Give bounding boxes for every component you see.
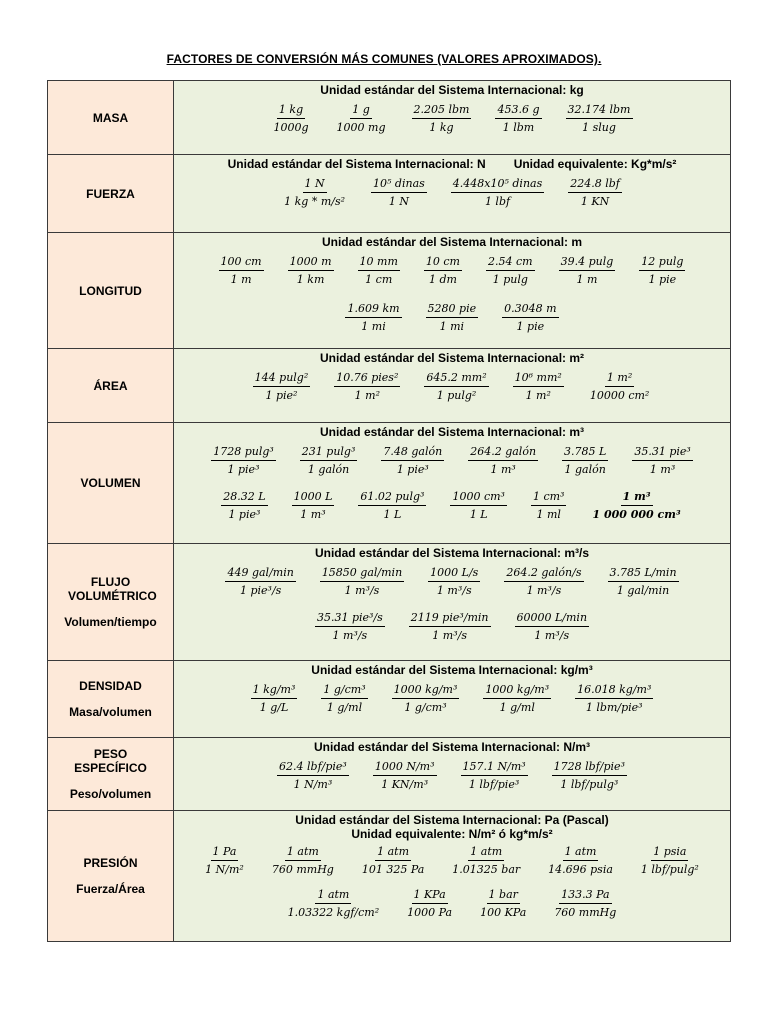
numerator: 7.48 galón [381, 445, 444, 461]
numerator: 224.8 lbf [568, 177, 622, 193]
conversion-cell [174, 155, 731, 233]
denominator: 1 gal/min [616, 584, 670, 597]
denominator: 1 kg [429, 121, 454, 134]
conversion-factor [451, 177, 544, 208]
numerator: 1 KPa [412, 888, 448, 904]
numerator: 1 atm [468, 845, 504, 861]
conversion-factor [335, 103, 388, 134]
numerator: 60000 L/min [515, 611, 590, 627]
conversion-cell [174, 811, 731, 942]
category-label: MASA [92, 110, 129, 125]
numerator: 133.3 Pa [559, 888, 611, 904]
si-unit-text: Unidad estándar del Sistema Internacional: m² [319, 351, 585, 365]
table-row [48, 423, 731, 544]
denominator: 1 cm [365, 273, 393, 286]
denominator: 1 g/cm³ [404, 701, 447, 714]
conversion-factor [450, 845, 522, 876]
fraction-row [174, 760, 730, 791]
denominator: 1 m³/s [332, 629, 368, 642]
numerator: 3.785 L/min [608, 566, 679, 582]
conversion-factor [221, 490, 267, 521]
numerator: 4.448x10⁵ dinas [451, 177, 544, 193]
conversion-factor [409, 611, 491, 642]
numerator: 10⁶ mm² [513, 371, 564, 387]
numerator: 15850 gal/min [320, 566, 404, 582]
conversion-factor [371, 177, 427, 208]
numerator: 231 pulg³ [300, 445, 358, 461]
numerator: 10 mm [358, 255, 400, 271]
unit-header [174, 351, 730, 365]
denominator: 101 325 Pa [361, 863, 425, 876]
conversion-factor [424, 371, 488, 402]
conversion-cell [174, 349, 731, 423]
unit-header [174, 83, 730, 97]
denominator: 760 mmHg [554, 906, 617, 919]
denominator: 1 KN/m³ [381, 778, 429, 791]
numerator: 453.6 g [495, 103, 541, 119]
conversion-factor [568, 177, 622, 208]
denominator: 1 m² [525, 389, 551, 402]
conversion-factor [277, 760, 349, 791]
conversion-factor [575, 683, 653, 714]
conversion-factor [412, 103, 472, 134]
si-unit-text: Unidad estándar del Sistema Internacional: N [227, 157, 486, 171]
numerator: 1 g/cm³ [321, 683, 367, 699]
conversion-factor [608, 566, 679, 597]
conversion-factor [504, 566, 583, 597]
category-sublabel: Fuerza/Área [76, 882, 145, 896]
denominator: 1 pulg² [436, 389, 477, 402]
conversion-factor [590, 490, 682, 521]
denominator: 1 lbf [484, 195, 511, 208]
category-label: ÁREA [93, 378, 128, 393]
denominator: 1 lbm [502, 121, 535, 134]
conversion-factor [381, 445, 444, 476]
conversion-factor [588, 371, 652, 402]
fraction-row [174, 103, 730, 134]
numerator: 1 m³ [621, 490, 653, 506]
numerator: 16.018 kg/m³ [575, 683, 653, 699]
table-row [48, 661, 731, 738]
numerator: 1 atm [375, 845, 411, 861]
conversion-factor [225, 566, 295, 597]
conversion-factor [203, 845, 246, 876]
conversion-factor [546, 845, 615, 876]
conversion-factor [358, 255, 400, 286]
denominator: 1 lbf/pie³ [468, 778, 520, 791]
conversion-factor [531, 490, 567, 521]
category-cell [48, 423, 174, 544]
denominator: 1 m³/s [436, 584, 472, 597]
numerator: 100 cm [219, 255, 264, 271]
category-cell [48, 81, 174, 155]
page-title: FACTORES DE CONVERSIÓN MÁS COMUNES (VALORES APROXIMADOS). [166, 52, 602, 66]
denominator: 1 pie² [265, 389, 298, 402]
denominator: 1 lbf/pulg³ [560, 778, 619, 791]
conversion-factor [211, 445, 276, 476]
denominator: 760 mmHg [271, 863, 334, 876]
denominator: 1 m³/s [344, 584, 380, 597]
denominator: 100 KPa [480, 906, 527, 919]
denominator: 1 N [388, 195, 409, 208]
denominator: 1.01325 bar [452, 863, 521, 876]
table-row [48, 811, 731, 942]
denominator: 1000g [273, 121, 309, 134]
category-cell [48, 233, 174, 349]
numerator: 1 atm [563, 845, 599, 861]
denominator: 1 g/ml [499, 701, 535, 714]
conversion-factor [286, 888, 381, 919]
numerator: 1 kg [277, 103, 305, 119]
denominator: 1 g/ml [326, 701, 363, 714]
numerator: 1 atm [285, 845, 321, 861]
fraction-row [174, 683, 730, 714]
numerator: 157.1 N/m³ [461, 760, 528, 776]
denominator: 1 m³/s [534, 629, 570, 642]
denominator: 1 pie³ [227, 463, 260, 476]
conversion-factor [373, 760, 437, 791]
numerator: 1 atm [315, 888, 351, 904]
unit-header [174, 813, 730, 827]
denominator: 1.03322 kgf/cm² [287, 906, 380, 919]
conversion-factor [321, 683, 367, 714]
denominator: 10000 cm² [589, 389, 650, 402]
denominator: 1 m³ [300, 508, 326, 521]
numerator: 144 pulg² [253, 371, 311, 387]
numerator: 1000 L/s [428, 566, 480, 582]
conversion-factor [552, 888, 618, 919]
numerator: 2.205 lbm [412, 103, 472, 119]
denominator: 1 m³/s [526, 584, 562, 597]
fraction-row [174, 490, 730, 521]
conversion-cell [174, 738, 731, 811]
denominator: 1 m² [354, 389, 380, 402]
category-label: VOLUMEN [80, 476, 141, 490]
denominator: 1 ml [536, 508, 561, 521]
si-unit-text: Unidad estándar del Sistema Internacional: m³ [319, 425, 585, 439]
fraction-row [174, 302, 730, 333]
conversion-factor [552, 760, 627, 791]
numerator: 61.02 pulg³ [358, 490, 426, 506]
numerator: 1000 L [292, 490, 335, 506]
conversion-table [47, 80, 731, 942]
conversion-factor [461, 760, 528, 791]
numerator: 1000 cm³ [450, 490, 507, 506]
numerator: 1 N [303, 177, 327, 193]
category-label: FUERZA [86, 186, 135, 201]
numerator: 1728 lbf/pie³ [552, 760, 627, 776]
conversion-factor [559, 255, 616, 286]
denominator: 1 pie³/s [239, 584, 282, 597]
denominator: 1 g/L [259, 701, 289, 714]
denominator: 1 kg * m/s² [284, 195, 346, 208]
numerator: 2119 pie³/min [409, 611, 491, 627]
conversion-factor [562, 445, 608, 476]
table-row [48, 155, 731, 233]
fraction-row [174, 566, 730, 597]
numerator: 5280 pie [426, 302, 479, 318]
category-label: PRESIÓN [83, 856, 138, 870]
conversion-factor [271, 103, 310, 134]
conversion-factor [405, 888, 454, 919]
unit-header [174, 157, 730, 171]
fraction-row [174, 845, 730, 876]
equivalent-unit-text: Unidad equivalente: N/m² ó kg*m/s² [351, 827, 553, 841]
conversion-factor [513, 371, 564, 402]
denominator: 1 mi [439, 320, 465, 333]
unit-header [174, 546, 730, 560]
numerator: 1 Pa [211, 845, 239, 861]
numerator: 1.609 km [345, 302, 401, 318]
denominator: 1 m [576, 273, 598, 286]
table-row [48, 81, 731, 155]
denominator: 1 dm [428, 273, 457, 286]
equivalent-unit-text: Unidad equivalente: Kg*m/s² [513, 157, 677, 171]
numerator: 1 kg/m³ [251, 683, 298, 699]
numerator: 3.785 L [562, 445, 608, 461]
numerator: 10⁵ dinas [371, 177, 427, 193]
conversion-factor [566, 103, 633, 134]
denominator: 1 m³ [490, 463, 516, 476]
denominator: 1 N/m³ [293, 778, 333, 791]
conversion-factor [292, 490, 335, 521]
fraction-row [174, 255, 730, 286]
category-sublabel: Peso/volumen [69, 787, 152, 801]
conversion-factor [428, 566, 480, 597]
numerator: 1000 m [288, 255, 334, 271]
denominator: 1 lbf/pulg² [640, 863, 699, 876]
category-sublabel: Masa/volumen [69, 705, 152, 719]
table-row [48, 544, 731, 661]
unit-header [174, 235, 730, 249]
conversion-factor [219, 255, 264, 286]
unit-header [174, 425, 730, 439]
denominator: 1 pulg [492, 273, 528, 286]
fraction-row [174, 445, 730, 476]
conversion-factor [632, 445, 692, 476]
conversion-factor [300, 445, 358, 476]
conversion-factor [345, 302, 401, 333]
numerator: 28.32 L [221, 490, 267, 506]
numerator: 449 gal/min [225, 566, 295, 582]
conversion-factor [251, 683, 298, 714]
conversion-factor [468, 445, 538, 476]
si-unit-text: Unidad estándar del Sistema Internacional: kg [320, 83, 584, 97]
denominator: 1000 mg [336, 121, 386, 134]
conversion-factor [392, 683, 460, 714]
category-cell [48, 155, 174, 233]
denominator: 14.696 psia [548, 863, 613, 876]
denominator: 1 galón [564, 463, 606, 476]
category-label: FLUJO VOLUMÉTRICO [68, 575, 157, 603]
denominator: 1 m³ [649, 463, 676, 476]
numerator: 264.2 galón/s [504, 566, 583, 582]
numerator: 1000 kg/m³ [483, 683, 551, 699]
category-cell [48, 738, 174, 811]
conversion-factor [315, 611, 385, 642]
denominator: 1 N/m² [205, 863, 244, 876]
conversion-factor [639, 845, 701, 876]
conversion-factor [334, 371, 400, 402]
numerator: 2.54 cm [486, 255, 535, 271]
numerator: 1000 kg/m³ [392, 683, 460, 699]
fraction-row [174, 888, 730, 919]
category-sublabel: Volumen/tiempo [64, 615, 157, 629]
conversion-factor [320, 566, 404, 597]
fraction-row [174, 611, 730, 642]
conversion-factor [358, 490, 426, 521]
unit-header [174, 740, 730, 754]
numerator: 1000 N/m³ [373, 760, 437, 776]
conversion-factor [270, 845, 336, 876]
denominator: 1 m [230, 273, 252, 286]
numerator: 35.31 pie³/s [315, 611, 385, 627]
numerator: 264.2 galón [468, 445, 538, 461]
denominator: 1000 Pa [407, 906, 453, 919]
conversion-factor [502, 302, 558, 333]
numerator: 62.4 lbf/pie³ [277, 760, 349, 776]
conversion-cell [174, 81, 731, 155]
conversion-cell [174, 233, 731, 349]
denominator: 1 L [469, 508, 488, 521]
numerator: 1 psia [651, 845, 688, 861]
conversion-factor [424, 255, 462, 286]
unit-header [174, 663, 730, 677]
si-unit-text: Unidad estándar del Sistema Internacional: kg/m³ [311, 663, 593, 677]
fraction-row [174, 371, 730, 402]
conversion-factor [253, 371, 311, 402]
table-row [48, 738, 731, 811]
numerator: 1728 pulg³ [211, 445, 276, 461]
fraction-row [174, 177, 730, 208]
denominator: 1 slug [582, 121, 616, 134]
category-label: DENSIDAD [79, 679, 142, 693]
table-row [48, 233, 731, 349]
category-label: PESO ESPECÍFICO [74, 747, 147, 775]
category-cell [48, 349, 174, 423]
denominator: 1 m³/s [432, 629, 467, 642]
table-row [48, 349, 731, 423]
conversion-factor [515, 611, 590, 642]
numerator: 10 cm [424, 255, 462, 271]
numerator: 1 bar [487, 888, 520, 904]
conversion-factor [426, 302, 479, 333]
numerator: 1 g [350, 103, 372, 119]
si-unit-text: Unidad estándar del Sistema Internacional: Pa (Pascal) [295, 813, 609, 827]
conversion-factor [360, 845, 426, 876]
conversion-factor [282, 177, 347, 208]
denominator: 1 000 000 cm³ [592, 508, 681, 521]
denominator: 1 pie³ [228, 508, 261, 521]
category-cell [48, 811, 174, 942]
numerator: 12 pulg [639, 255, 685, 271]
denominator: 1 mi [361, 320, 386, 333]
denominator: 1 km [296, 273, 325, 286]
numerator: 1 cm³ [531, 490, 567, 506]
conversion-cell [174, 661, 731, 738]
category-cell [48, 661, 174, 738]
denominator: 1 lbm/pie³ [585, 701, 643, 714]
denominator: 1 pie³ [396, 463, 429, 476]
numerator: 1 m² [605, 371, 634, 387]
denominator: 1 pie [516, 320, 545, 333]
denominator: 1 pie [648, 273, 677, 286]
si-unit-text: Unidad estándar del Sistema Internacional: m [321, 235, 583, 249]
denominator: 1 galón [307, 463, 350, 476]
si-unit-text: Unidad estándar del Sistema Internacional: N/m³ [313, 740, 591, 754]
numerator: 10.76 pies² [334, 371, 400, 387]
numerator: 0.3048 m [502, 302, 558, 318]
conversion-factor [495, 103, 541, 134]
conversion-factor [639, 255, 685, 286]
category-cell [48, 544, 174, 661]
conversion-cell [174, 423, 731, 544]
numerator: 32.174 lbm [566, 103, 633, 119]
conversion-factor [483, 683, 551, 714]
numerator: 39.4 pulg [559, 255, 616, 271]
numerator: 645.2 mm² [424, 371, 488, 387]
si-unit-text: Unidad estándar del Sistema Internacional: m³/s [314, 546, 590, 560]
conversion-factor [486, 255, 535, 286]
denominator: 1 L [383, 508, 402, 521]
denominator: 1 KN [580, 195, 610, 208]
conversion-factor [288, 255, 334, 286]
numerator: 35.31 pie³ [632, 445, 692, 461]
conversion-cell [174, 544, 731, 661]
category-label: LONGITUD [79, 283, 142, 298]
conversion-factor [478, 888, 528, 919]
conversion-factor [450, 490, 507, 521]
